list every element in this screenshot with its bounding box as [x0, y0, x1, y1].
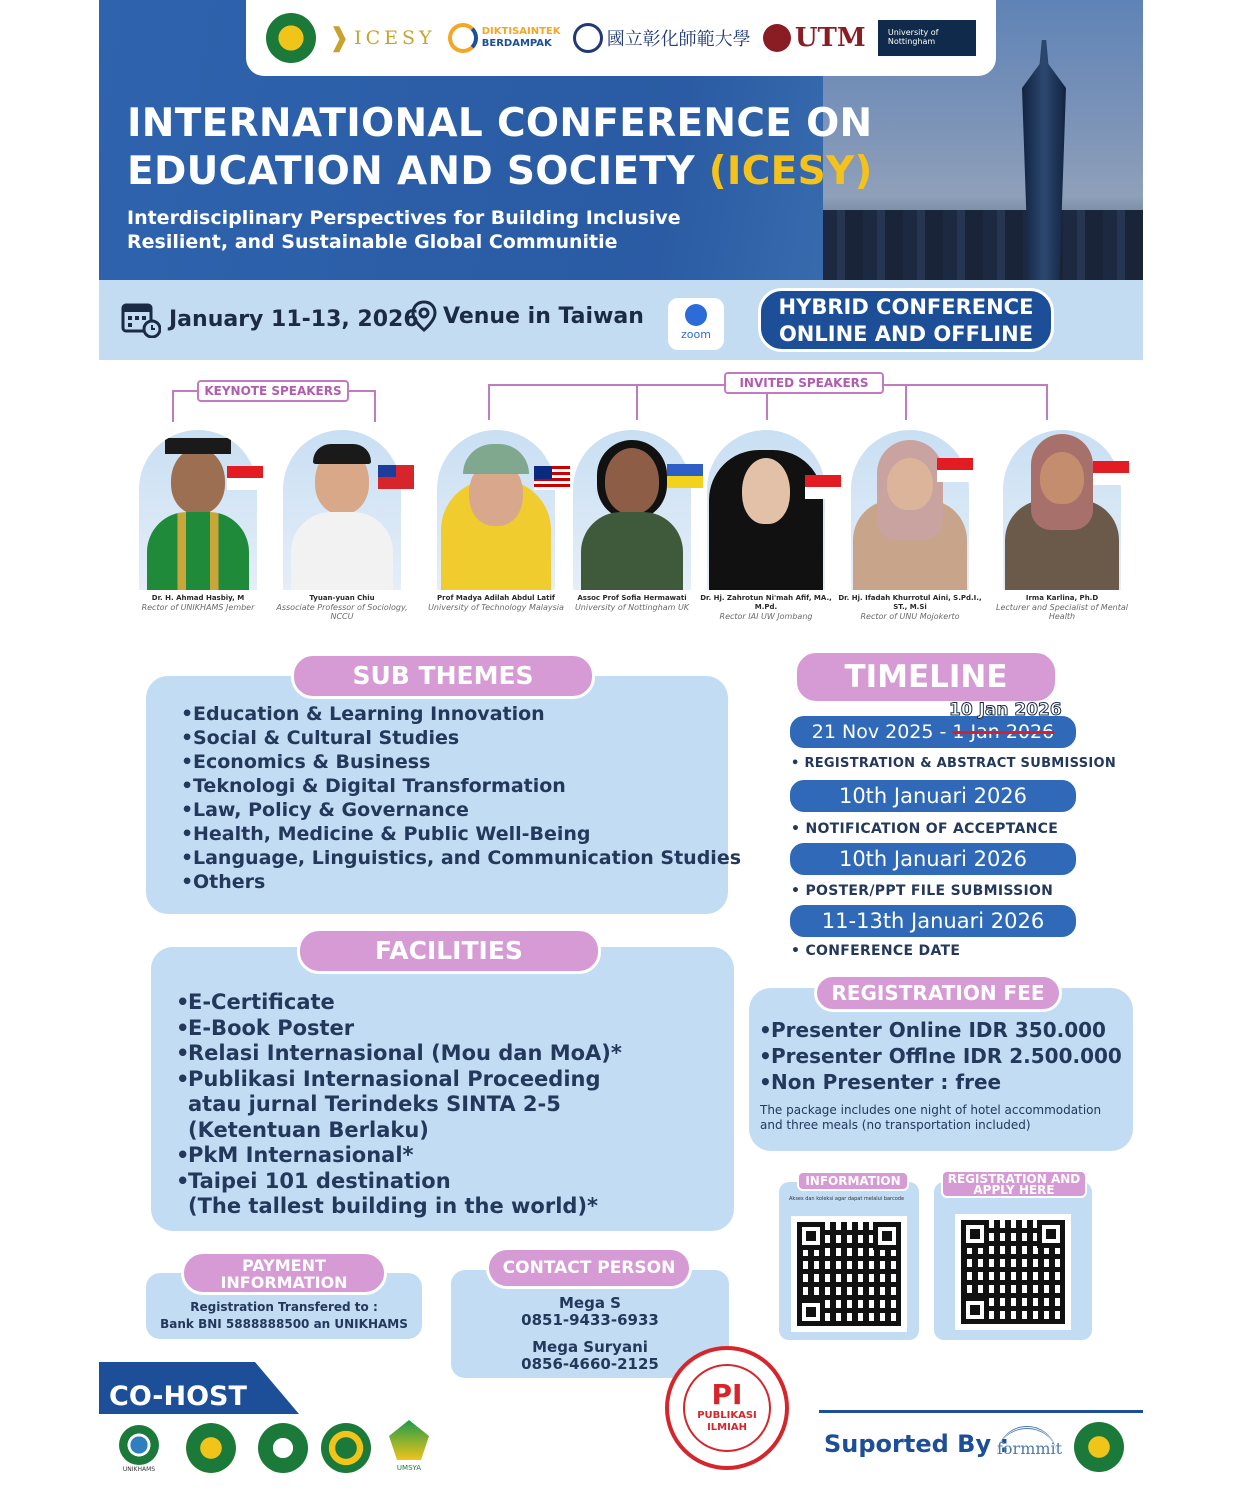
speaker-caption: Assoc Prof Sofia Hermawati University of Nottingham UK [574, 594, 690, 612]
speaker-photo [139, 430, 257, 590]
contact-phone[interactable]: 0851-9433-6933 [521, 1311, 659, 1329]
payment-heading: PAYMENT INFORMATION [181, 1251, 387, 1295]
kemenag-logo [1074, 1422, 1124, 1472]
cohost-heading: CO-HOST [109, 1381, 247, 1412]
revised-deadline: 10 Jan 2026 [949, 700, 1062, 720]
speaker-caption: Irma Karlina, Ph.D Lecturer and Specialist of Mental Health [996, 594, 1128, 621]
supported-by-label: Suported By : [824, 1430, 1010, 1458]
registration-fee-heading: REGISTRATION FEE [814, 974, 1062, 1012]
facility-item: (The tallest building in the world)* [188, 1194, 599, 1218]
subtheme-item: • Teknologi & Digital Transformation [181, 774, 741, 798]
subtheme-item: • Education & Learning Innovation [181, 702, 741, 726]
speaker-photo [573, 430, 691, 590]
header-banner [99, 0, 1143, 280]
speaker-photo [1003, 430, 1121, 590]
indonesia-flag [805, 475, 841, 499]
subtheme-item: • Language, Linguistics, and Communication Studies [181, 846, 741, 870]
contact-phone[interactable]: 0856-4660-2125 [521, 1355, 659, 1373]
registration-qr-code[interactable] [955, 1214, 1071, 1330]
facility-item: atau jurnal Terindeks SINTA 2-5 [188, 1092, 561, 1116]
facility-item: • PkM Internasional* [176, 1143, 622, 1169]
fee-item: • Presenter Offlne IDR 2.500.000 [759, 1043, 1122, 1069]
ukraine-flag [667, 464, 703, 488]
facilities-list [176, 990, 622, 1220]
title-acronym: (ICESY) [708, 149, 873, 194]
poster-submission-date: 10th Januari 2026 [788, 841, 1078, 877]
facility-item: • Publikasi Internasional Proceeding [176, 1067, 622, 1093]
utm-logo: UTM [763, 23, 866, 53]
timeline-heading: TIMELINE [794, 650, 1058, 704]
poster: ❱ ICESY DIKTISAINTEK BERDAMPAK 國立彰化師範大學 UTM University of Nottingham INTERNATIONAL CONFERENCE ON EDUCATION AND SOCIETY (ICESY) Interdisciplinary Perspectives for Building Inclusive Resilient, and Sustainable Global Communitie January 11-13, 2026 Venue in Taiwan zoom HYBRID CONFERENCE ONLINE AND OFFLINE KEYNOTE SPEAKERS INVITED SPEAKERS Dr. H. Ahmad Hasbiy, M Rector of UNIKHAMS Jember Tyuan-yuan Chiu Associate Professor of Sociology, NCCU Prof Madya Adilah Abdul Latif University of Technology Malaysia Assoc Prof Sofia Hermawati University of Nottingham UK Dr. Hj. Zahrotun Ni'mah Afif, MA., M.Pd. Rector IAI UW Jombang Dr. Hj. Ifadah Khurrotul Aini, S.Pd.I., ST., M.Si Rector of UNU Mojokerto Irma Karlina, Ph.D Lecturer and Specialist of Mental Health SUB THEMES • Education & Learning Innovation • Social & Cultural Studies • Economics & Business • Teknologi & Digital Transformation • Law, Policy & Governance • Health, Medicine & Public Well-Being • Language, Linguistics, and Communication Studies • Others FACILITIES • E-Certificate • E-Book Poster • Relasi Internasional (Mou dan MoA)* • Publikasi Internasional Proceeding atau jurnal Terindeks SINTA 2-5 (Ketentuan Berlaku) • PkM Internasional* • Taipei 101 destination (The tallest building in the world)* TIMELINE 21 Nov 2025 - 1 Jan 2026 10 Jan 2026 • REGISTRATION & ABSTRACT SUBMISSION 10th Januari 2026 • NOTIFICATION OF ACCEPTANCE 10th Januari 2026 • POSTER/PPT FILE SUBMISSION 11-13th Januari 2026 • CONFERENCE DATE REGISTRATION FEE • Presenter Online IDR 350.000 • Presenter Offlne IDR 2.500.000 • Non Presenter : free The package includes one night of hotel accommodation and three meals (no transportation included) INFORMATION Akses dan koleksi agar dapat melalui barcode REGISTRATION AND APPLY HERE PAYMENT INFORMATION Registration Transfered to : Bank BNI 5888888500 an UNIKHAMS CONTACT PERSON Mega S 0851-9433-6933 Mega Suryani 0856-4660-2125 CO-HOST UNIKHAMS UMSYA PI PUBLIKASI ILMIAH Suported By : formmit [99, 0, 1143, 1491]
fee-package-note: The package includes one night of hotel accommodation and three meals (no transportation included) [760, 1103, 1102, 1132]
unikhams-logo [119, 1425, 159, 1465]
cohost-seal [186, 1423, 236, 1473]
subtheme-item: • Social & Cultural Studies [181, 726, 741, 750]
speaker-caption: Dr. Hj. Zahrotun Ni'mah Afif, MA., M.Pd. Rector IAI UW Jombang [700, 594, 832, 621]
publikasi-ilmiah-stamp: PI PUBLIKASI ILMIAH [665, 1346, 789, 1470]
indonesia-flag [1093, 461, 1129, 485]
contact-details: Mega S 0851-9433-6933 Mega Suryani 0856-4660-2125 [451, 1295, 729, 1373]
conference-subtitle: Interdisciplinary Perspectives for Building Inclusive Resilient, and Sustainable Global Communitie [127, 207, 681, 253]
information-qr-caption: Akses dan koleksi agar dapat melalui barcode [789, 1196, 905, 1202]
umsya-logo [389, 1420, 429, 1460]
taiwan-flag [378, 465, 414, 489]
kemenag-logo [266, 13, 316, 63]
zoom-camera-icon [685, 304, 707, 326]
speaker-caption: Dr. Hj. Ifadah Khurrotul Aini, S.Pd.I., ST., M.Si Rector of UNU Mojokerto [838, 594, 982, 621]
speaker-photo [707, 430, 825, 590]
invited-connector [905, 384, 907, 420]
speaker-photo [851, 430, 969, 590]
footer-divider [819, 1410, 1143, 1413]
subtheme-item: • Others [181, 870, 741, 894]
fee-item: • Presenter Online IDR 350.000 [759, 1017, 1122, 1043]
city-lights [823, 210, 1143, 280]
facility-item: (Ketentuan Berlaku) [188, 1117, 429, 1142]
partner-logo-bar [246, 0, 996, 76]
conference-dates: 11-13th Januari 2026 [788, 903, 1078, 939]
diktisaintek-logo: DIKTISAINTEK BERDAMPAK [448, 23, 561, 53]
event-venue: Venue in Taiwan [411, 300, 644, 332]
facilities-heading: FACILITIES [297, 928, 601, 974]
speaker-photo [437, 430, 555, 590]
facility-item: • Relasi Internasional (Mou dan MoA)* [176, 1041, 622, 1067]
information-qr-code[interactable] [791, 1216, 907, 1332]
cohost-seal [258, 1423, 308, 1473]
subthemes-heading: SUB THEMES [291, 653, 595, 699]
invited-speakers-label: INVITED SPEAKERS [724, 372, 884, 394]
conference-date-label: • CONFERENCE DATE [791, 943, 961, 959]
invited-connector [636, 384, 638, 420]
cohost-seal [321, 1423, 371, 1473]
facility-item: • Taipei 101 destination [176, 1169, 622, 1195]
zoom-badge: zoom [668, 298, 724, 350]
conference-title: INTERNATIONAL CONFERENCE ON EDUCATION AND SOCIETY (ICESY) [127, 101, 873, 194]
payment-details: Registration Transfered to : Bank BNI 5888888500 an UNIKHAMS [160, 1300, 408, 1331]
subtheme-item: • Law, Policy & Governance [181, 798, 741, 822]
formmit-logo: formmit [997, 1426, 1057, 1466]
ncue-logo: 國立彰化師範大學 [573, 23, 751, 53]
speaker-photo [283, 430, 401, 590]
location-pin-icon [411, 300, 437, 332]
speaker-caption: Tyuan-yuan Chiu Associate Professor of Sociology, NCCU [276, 594, 408, 621]
indonesia-flag [937, 458, 973, 482]
contact-heading: CONTACT PERSON [486, 1247, 692, 1289]
subtheme-item: • Health, Medicine & Public Well-Being [181, 822, 741, 846]
facility-item: • E-Certificate [176, 990, 622, 1016]
fee-item: • Non Presenter : free [759, 1069, 1122, 1095]
nottingham-logo: University of Nottingham [878, 20, 976, 56]
facility-item: • E-Book Poster [176, 1016, 622, 1042]
notification-date: 10th Januari 2026 [788, 778, 1078, 814]
subthemes-list [181, 702, 741, 894]
subtheme-item: • Economics & Business [181, 750, 741, 774]
hybrid-conference-badge: HYBRID CONFERENCE ONLINE AND OFFLINE [758, 288, 1054, 352]
poster-submission-label: • POSTER/PPT FILE SUBMISSION [791, 883, 1054, 899]
notification-label: • NOTIFICATION OF ACCEPTANCE [791, 821, 1059, 837]
information-qr-label: INFORMATION [797, 1171, 909, 1191]
registration-label: • REGISTRATION & ABSTRACT SUBMISSION [791, 756, 1117, 771]
calendar-icon [121, 300, 161, 338]
keynote-speakers-label: KEYNOTE SPEAKERS [197, 380, 349, 402]
speaker-caption: Prof Madya Adilah Abdul Latif University of Technology Malaysia [428, 594, 564, 612]
indonesia-flag [227, 466, 263, 490]
speaker-caption: Dr. H. Ahmad Hasbiy, M Rector of UNIKHAMS Jember [141, 594, 255, 612]
registration-qr-label: REGISTRATION AND APPLY HERE [941, 1170, 1087, 1198]
old-deadline: 1 Jan 2026 [952, 721, 1055, 743]
malaysia-flag [534, 466, 570, 490]
registration-period: 21 Nov 2025 - 1 Jan 2026 [788, 714, 1078, 750]
fee-list [759, 1017, 1122, 1095]
info-bar [99, 280, 1143, 360]
event-date: January 11-13, 2026 [121, 300, 419, 338]
icesy-logo: ❱ ICESY [328, 23, 436, 53]
